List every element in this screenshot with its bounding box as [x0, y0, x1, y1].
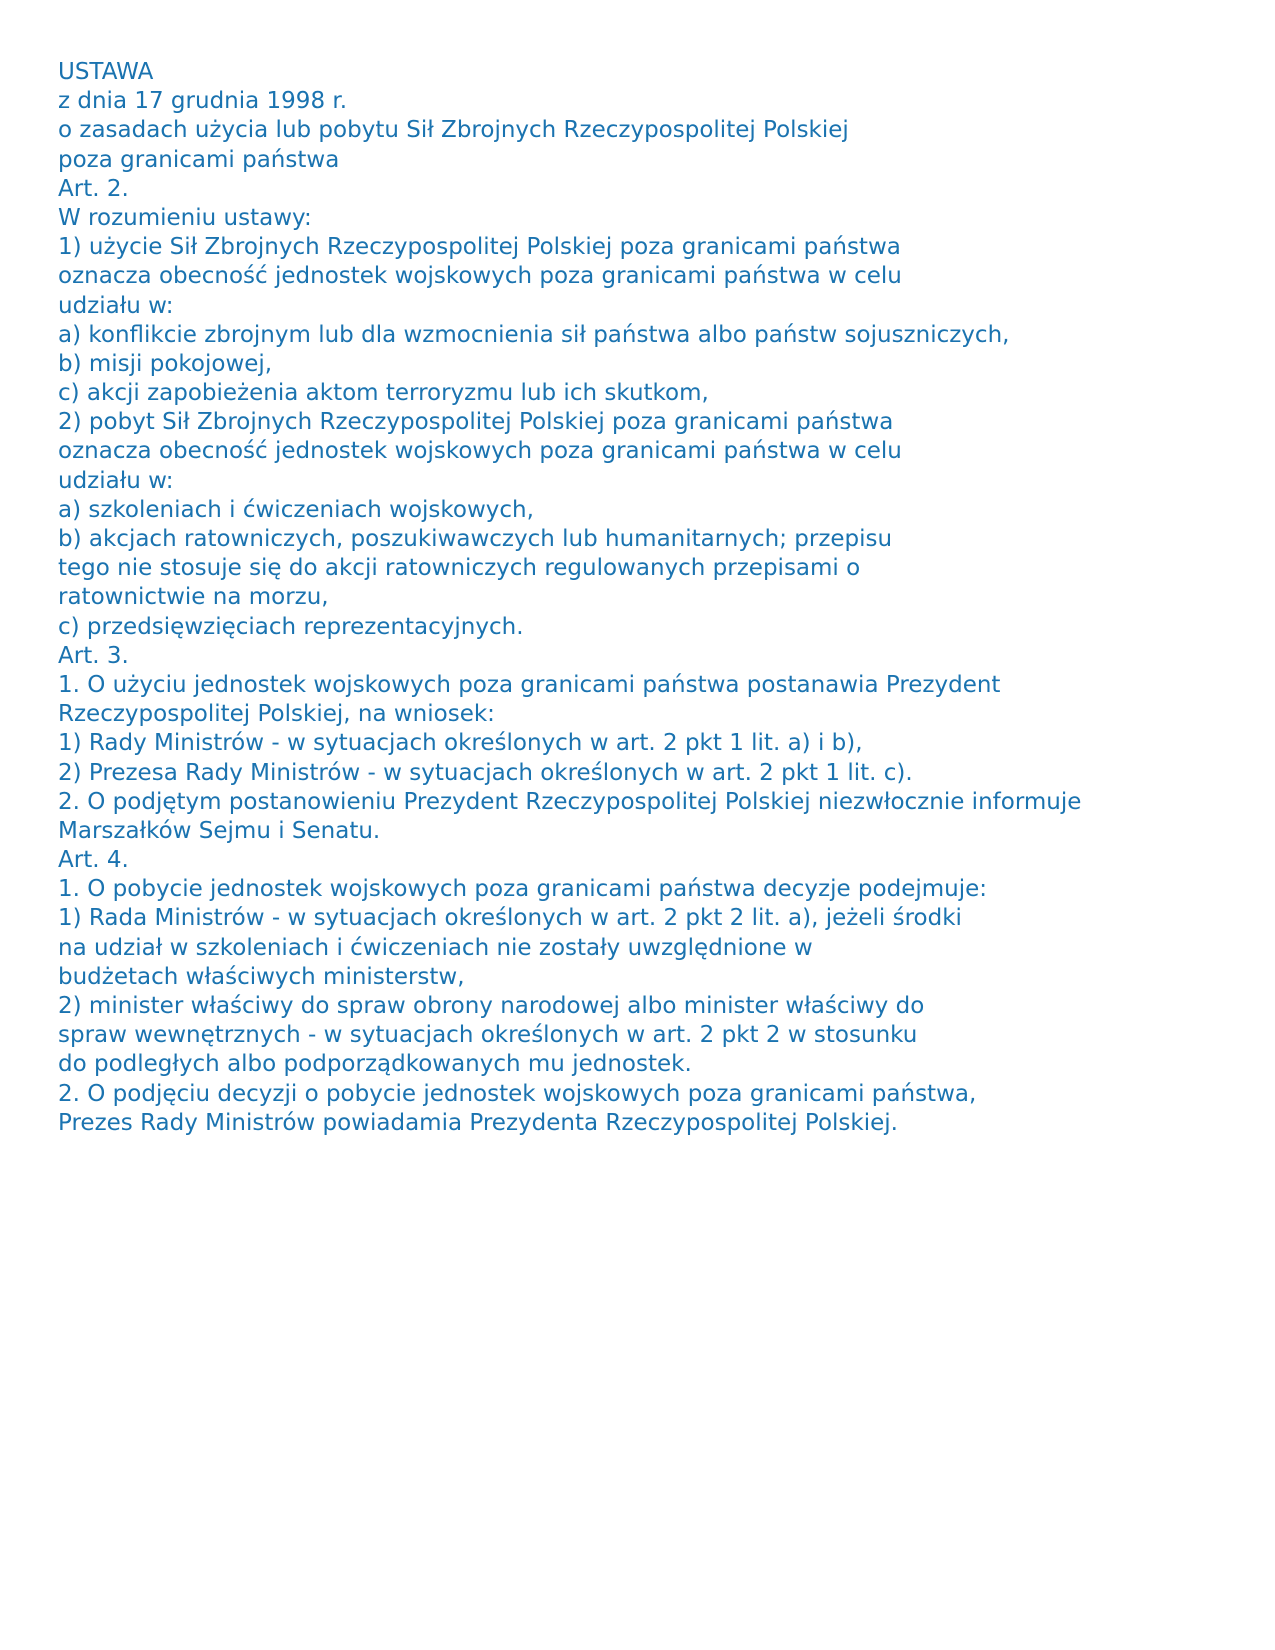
text-line: 2) Prezesa Rady Ministrów - w sytuacjach określonych w art. 2 pkt 1 lit. c).	[58, 759, 913, 786]
text-line: W rozumieniu ustawy:	[58, 204, 312, 231]
text-line: 2. O podjętym postanowieniu Prezydent Rzeczypospolitej Polskiej niezwłocznie informuje	[58, 788, 1082, 815]
text-line: a) konflikcie zbrojnym lub dla wzmocnienia sił państwa albo państw sojuszniczych,	[58, 321, 1010, 348]
text-line: 2) pobyt Sił Zbrojnych Rzeczypospolitej Polskiej poza granicami państwa	[58, 409, 894, 436]
text-line: 1) Rady Ministrów - w sytuacjach określonych w art. 2 pkt 1 lit. a) i b),	[58, 730, 863, 757]
document-subject-cont: poza granicami państwa	[58, 146, 340, 173]
text-line: udziału w:	[58, 467, 174, 494]
text-line: Prezes Rady Ministrów powiadamia Prezydenta Rzeczypospolitej Polskiej.	[58, 1109, 898, 1136]
article-heading-2: Art. 2.	[58, 175, 129, 202]
text-line: spraw wewnętrznych - w sytuacjach określonych w art. 2 pkt 2 w stosunku	[58, 1022, 918, 1049]
text-line: ratownictwie na morzu,	[58, 584, 329, 611]
document-title: USTAWA	[58, 59, 154, 85]
article-heading-3: Art. 3.	[58, 642, 129, 669]
text-line: c) przedsięwzięciach reprezentacyjnych.	[58, 613, 524, 640]
text-line: oznacza obecność jednostek wojskowych poza granicami państwa w celu	[58, 263, 902, 290]
text-line: c) akcji zapobieżenia aktom terroryzmu lub ich skutkom,	[58, 380, 709, 407]
text-line: do podległych albo podporządkowanych mu jednostek.	[58, 1051, 692, 1078]
text-line: 1) Rada Ministrów - w sytuacjach określonych w art. 2 pkt 2 lit. a), jeżeli środki	[58, 905, 962, 932]
text-line: 2) minister właściwy do spraw obrony narodowej albo minister właściwy do	[58, 993, 925, 1019]
text-line: 1. O użyciu jednostek wojskowych poza granicami państwa postanawia Prezydent	[58, 671, 1001, 698]
text-line: udziału w:	[58, 292, 174, 319]
article-heading-4: Art. 4.	[58, 847, 129, 874]
text-line: oznacza obecność jednostek wojskowych poza granicami państwa w celu	[58, 438, 902, 465]
text-line: 2. O podjęciu decyzji o pobycie jednostek wojskowych poza granicami państwa,	[58, 1080, 977, 1107]
text-line: Marszałków Sejmu i Senatu.	[58, 817, 381, 844]
text-line: b) misji pokojowej,	[58, 350, 273, 377]
document-date: z dnia 17 grudnia 1998 r.	[58, 88, 348, 115]
document-body	[58, 58, 1248, 1138]
text-line: 1) użycie Sił Zbrojnych Rzeczypospolitej Polskiej poza granicami państwa	[58, 234, 901, 261]
text-line: 1. O pobycie jednostek wojskowych poza granicami państwa decyzje podejmuje:	[58, 876, 988, 903]
text-line: na udział w szkoleniach i ćwiczeniach nie zostały uwzględnione w	[58, 934, 813, 961]
text-line: tego nie stosuje się do akcji ratowniczych regulowanych przepisami o	[58, 555, 861, 582]
text-line: budżetach właściwych ministerstw,	[58, 963, 465, 990]
text-line: a) szkoleniach i ćwiczeniach wojskowych,	[58, 496, 534, 523]
document-subject: o zasadach użycia lub pobytu Sił Zbrojnych Rzeczypospolitej Polskiej	[58, 117, 849, 144]
text-line: b) akcjach ratowniczych, poszukiwawczych lub humanitarnych; przepisu	[58, 526, 893, 552]
text-line: Rzeczypospolitej Polskiej, na wniosek:	[58, 701, 495, 728]
